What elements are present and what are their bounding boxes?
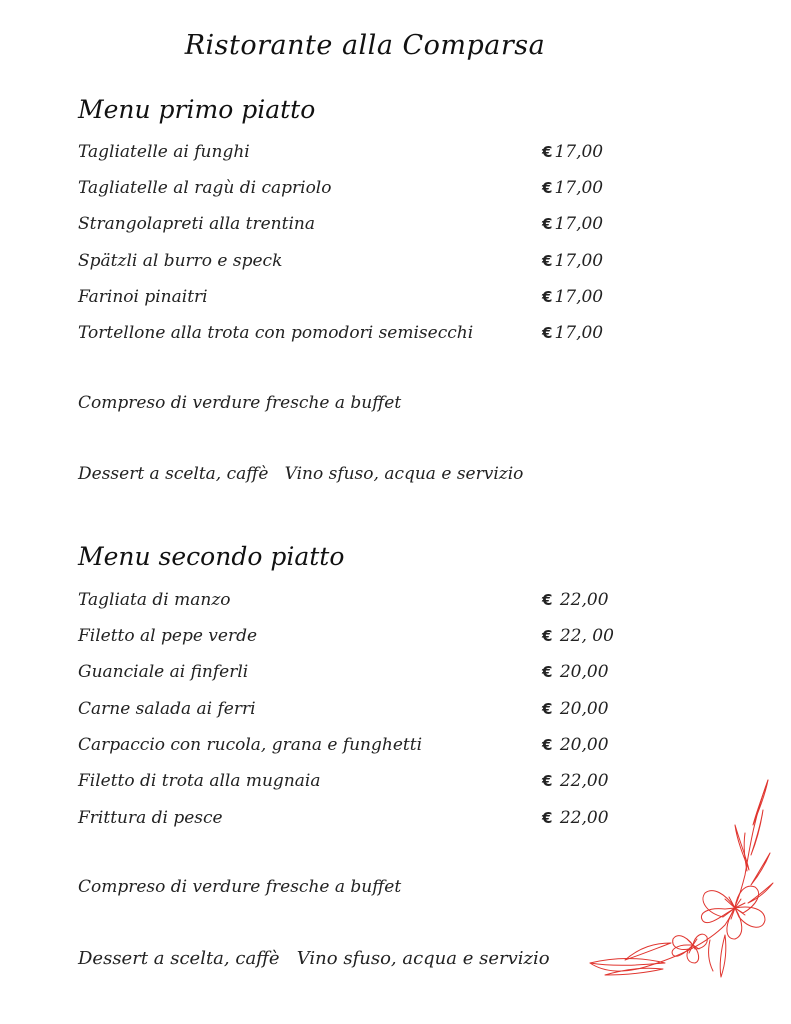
dish-name: Tagliatelle ai funghi	[78, 142, 250, 162]
extras-note: Dessert a scelta, caffè Vino sfuso, acqua e servizio	[78, 464, 524, 484]
price-value: 17,00	[554, 287, 604, 307]
euro-symbol: €	[542, 215, 553, 233]
dish-name: Farinoi pinaitri	[78, 287, 208, 307]
menu-item	[78, 323, 638, 349]
included-note: Compreso di verdure fresche a buffet	[78, 393, 402, 413]
euro-symbol: €	[542, 179, 553, 197]
price-value: 20,00	[554, 735, 609, 755]
dish-price	[542, 287, 603, 307]
euro-symbol: €	[542, 627, 553, 645]
euro-symbol: €	[542, 252, 553, 270]
price-value: 17,00	[554, 178, 604, 198]
euro-symbol: €	[542, 288, 553, 306]
price-value: 22,00	[554, 771, 609, 791]
menu-item	[78, 178, 638, 204]
dish-name: Tortellone alla trota con pomodori semisecchi	[78, 323, 474, 343]
price-value: 17,00	[554, 323, 604, 343]
extras-note: Dessert a scelta, caffè Vino sfuso, acqua e servizio	[78, 948, 550, 969]
included-note: Compreso di verdure fresche a buffet	[78, 877, 402, 897]
dish-price	[542, 735, 609, 755]
menu-item	[78, 251, 638, 277]
floral-branch-icon	[585, 775, 780, 980]
dish-price	[542, 662, 609, 682]
dish-price	[542, 699, 609, 719]
price-value: 22,00	[554, 808, 609, 828]
menu-item	[78, 214, 638, 240]
menu-item	[78, 808, 638, 834]
menu-item	[78, 771, 638, 797]
euro-symbol: €	[542, 143, 553, 161]
menu-item	[78, 699, 638, 725]
dish-price	[542, 323, 603, 343]
dish-name: Spätzli al burro e speck	[78, 251, 283, 271]
price-value: 17,00	[554, 214, 604, 234]
price-value: 22,00	[554, 590, 609, 610]
price-value: 17,00	[554, 251, 604, 271]
dish-name: Guanciale ai finferli	[78, 662, 249, 682]
euro-symbol: €	[542, 809, 553, 827]
price-value: 20,00	[554, 662, 609, 682]
euro-symbol: €	[542, 591, 553, 609]
dish-name: Carpaccio con rucola, grana e funghetti	[78, 735, 423, 755]
menu-item	[78, 287, 638, 313]
menu-item	[78, 590, 638, 616]
section-title-secondo: Menu secondo piatto	[78, 542, 345, 571]
dish-price	[542, 214, 603, 234]
restaurant-name: Ristorante alla Comparsa	[184, 30, 546, 61]
dish-price	[542, 142, 603, 162]
dish-name: Strangolapreti alla trentina	[78, 214, 315, 234]
menu-item	[78, 735, 638, 761]
price-value: 17,00	[554, 142, 604, 162]
dish-name: Tagliatelle al ragù di capriolo	[78, 178, 332, 198]
euro-symbol: €	[542, 736, 553, 754]
dish-name: Filetto di trota alla mugnaia	[78, 771, 321, 791]
euro-symbol: €	[542, 663, 553, 681]
section-title-primo: Menu primo piatto	[78, 95, 316, 124]
dish-price	[542, 178, 603, 198]
price-value: 20,00	[554, 699, 609, 719]
dish-name: Carne salada ai ferri	[78, 699, 256, 719]
dish-name: Frittura di pesce	[78, 808, 223, 828]
dish-price	[542, 590, 609, 610]
euro-symbol: €	[542, 324, 553, 342]
euro-symbol: €	[542, 700, 553, 718]
dish-price	[542, 251, 603, 271]
menu-item	[78, 662, 638, 688]
dish-name: Tagliata di manzo	[78, 590, 231, 610]
menu-item	[78, 142, 638, 168]
dish-name: Filetto al pepe verde	[78, 626, 258, 646]
dish-price	[542, 626, 614, 646]
euro-symbol: €	[542, 772, 553, 790]
price-value: 22, 00	[554, 626, 614, 646]
menu-item	[78, 626, 638, 652]
